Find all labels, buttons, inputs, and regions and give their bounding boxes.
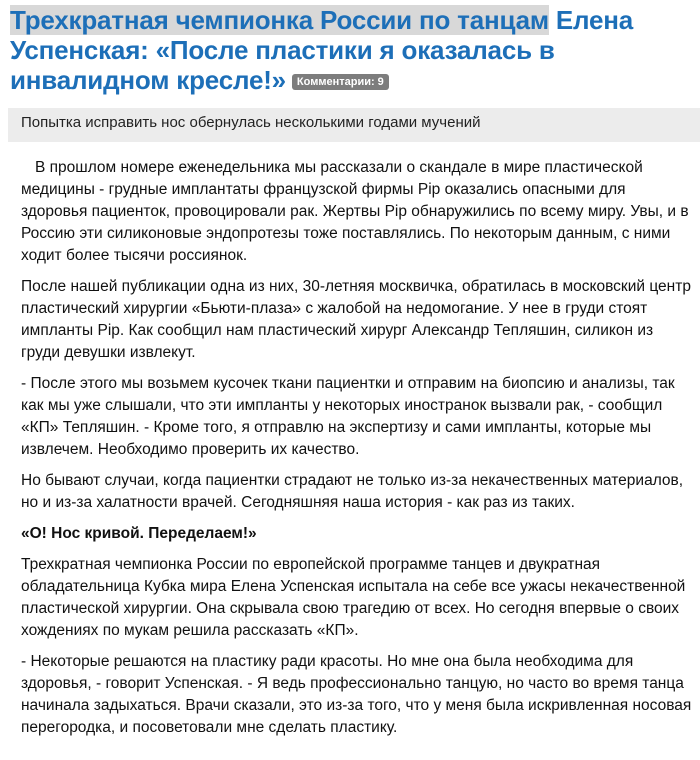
article-lead: Попытка исправить нос обернулась несколькими годами мучений bbox=[8, 108, 700, 142]
article-title-highlighted: Трехкратная чемпионка России по танцам bbox=[10, 5, 549, 35]
article-title-rest: Елена Успенская: «После пластики я оказалась в инвалидном кресле!» bbox=[10, 5, 634, 95]
comments-count: 9 bbox=[377, 76, 384, 88]
paragraph: В прошлом номере еженедельника мы рассказали о скандале в мире пластической медицины - грудные имплантаты французской фирмы Pip оказались опасными для здоровья пациенток, провоцировали рак. Жертвы Pip обнаружились по всему миру. Увы, и в Россию эти силиконовые эндопротезы тоже поставлялись. По некоторым данным, с ними ходит более тысячи россиянок. bbox=[21, 159, 689, 264]
comments-label: Комментарии: bbox=[296, 76, 375, 88]
article-title bbox=[0, 0, 700, 95]
paragraph: - После этого мы возьмем кусочек ткани пациентки и отправим на биопсию и анализы, так как мы уже слышали, что эти импланты у некоторых иностранок вызвали рак, - сообщил «КП» Тепляшин. - Кроме того, я отправлю на экспертизу и сами импланты, которые мы извлечем. Необходимо проверить их качество. bbox=[21, 375, 675, 458]
paragraph: - Некоторые решаются на пластику ради красоты. Но мне она была необходима для здоровья, - говорит Успенская. - Я ведь профессионально танцую, но часто во время танца начинала задыхаться. Врачи сказали, это из-за того, что у меня была искривленная носовая перегородка, и посоветовали мне сделать пластику. bbox=[21, 653, 692, 736]
article-subheading: «О! Нос кривой. Переделаем!» bbox=[21, 525, 257, 542]
comments-badge[interactable] bbox=[292, 74, 389, 90]
paragraph: Трехкратная чемпионка России по европейской программе танцев и двукратная обладательница Кубка мира Елена Успенская испытала на себе все ужасы некачественной пластической хирургии. Она скрывала свою трагедию от всех. Но сегодня впервые о своих хождениях по мукам решила рассказать «КП». bbox=[21, 556, 686, 639]
paragraph: Но бывают случаи, когда пациентки страдают не только из-за некачественных материалов, но и из-за халатности врачей. Сегодняшняя наша история - как раз из таких. bbox=[21, 472, 684, 511]
article-body bbox=[0, 142, 700, 739]
paragraph: После нашей публикации одна из них, 30-летняя москвичка, обратилась в московский центр пластический хирургии «Бьюти-плаза» с жалобой на недомогание. У нее в груди стоят импланты Pip. Как сообщил нам пластический хирург Александр Тепляшин, силикон из груди девушки извлекут. bbox=[21, 278, 691, 361]
